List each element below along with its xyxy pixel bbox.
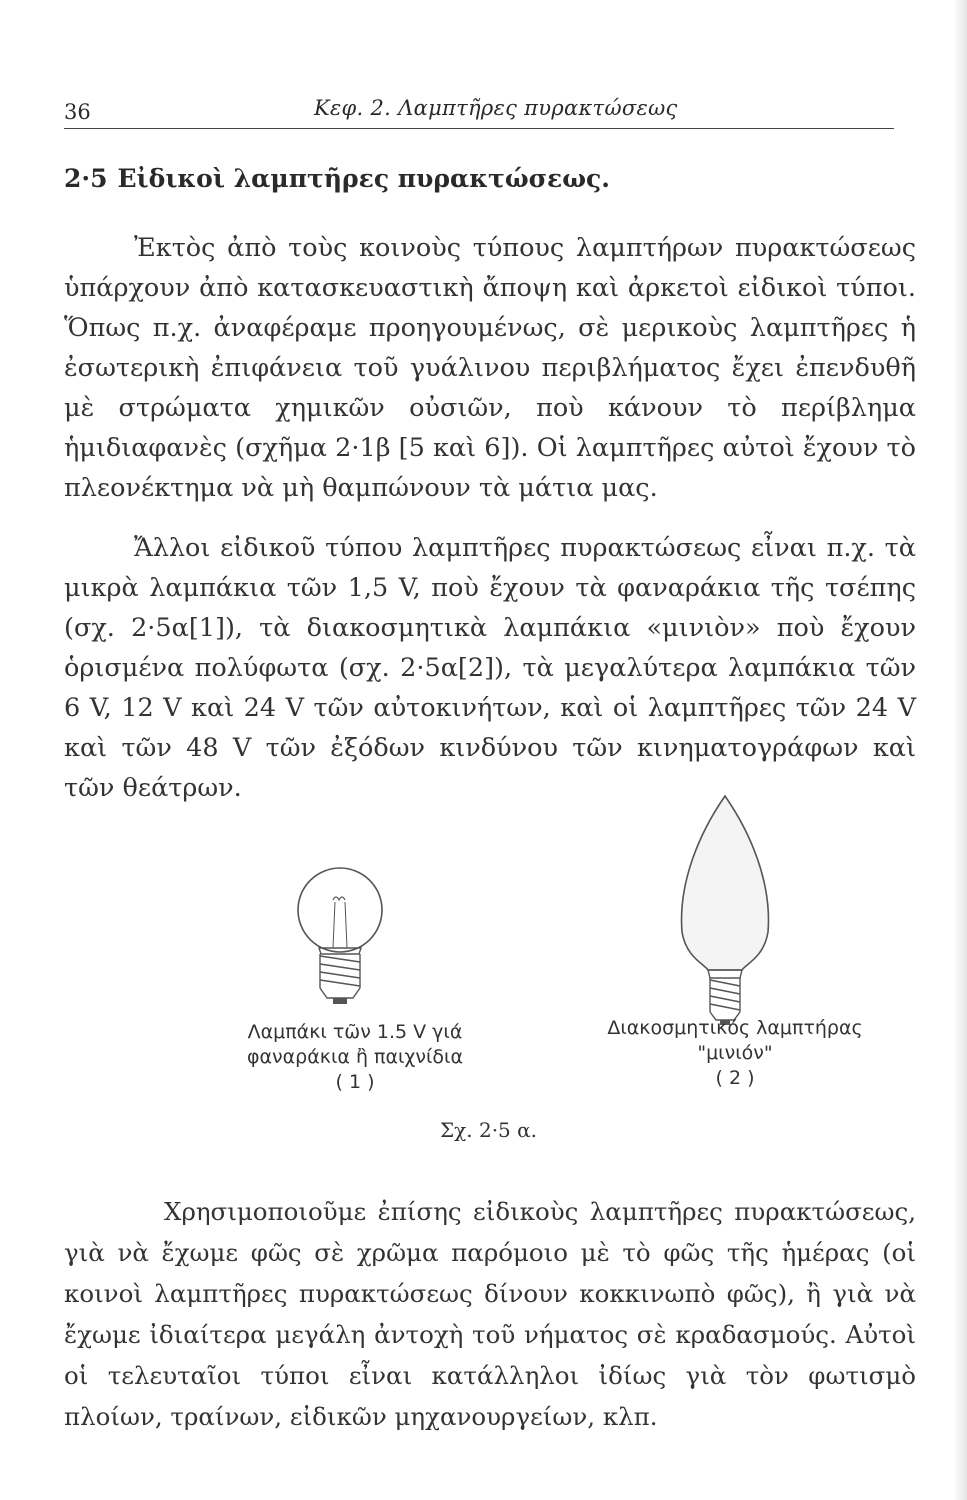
caption-1-line-2: φαναράκια ἢ παιχνίδια	[246, 1046, 464, 1068]
page-header	[64, 96, 894, 126]
running-head: Κεφ. 2. Λαμπτῆρες πυρακτώσεως	[314, 96, 678, 120]
figure-label: Σχ. 2·5 α.	[440, 1118, 538, 1142]
section-heading	[64, 164, 610, 193]
paragraph-2: Ἄλλοι εἰδικοῦ τύπου λαμπτῆρες πυρακτώσεως εἶναι π.χ. τὰ μικρὰ λαμπάκια τῶν 1,5 V, ποὺ ἔχουν τὰ φαναράκια τῆς τσέπης (σχ. 2·5α[1]), τὰ διακοσμητικὰ λαμπάκια «μινιὸν» ποὺ ἔχουν ὁρισμένα πολύφωτα (σχ. 2·5α[2]), τὰ μεγαλύτερα λαμπάκια τῶν 6 V, 12 V καὶ 24 V τῶν αὐτοκινήτων, καὶ οἱ λαμπτῆρες τῶν 24 V καὶ τῶν 48 V τῶν ἐξόδων κινδύνου τῶν κινηματογράφων καὶ τῶν θεάτρων.	[64, 532, 916, 803]
miniature-bulb-icon	[285, 862, 395, 1012]
caption-1-number: ( 1 )	[335, 1071, 375, 1093]
caption-2-line-2: "μινιόν"	[697, 1042, 773, 1064]
caption-2-line-1: Διακοσμητικός λαμπτήρας	[607, 1017, 863, 1039]
caption-1-line-1: Λαμπάκι τῶν 1.5 V γιά	[247, 1021, 463, 1043]
candle-bulb-icon	[660, 792, 790, 1027]
caption-2-number: ( 2 )	[715, 1067, 755, 1089]
section-number: 2·5	[64, 164, 108, 193]
header-rule	[64, 128, 894, 129]
page-edge-shadow	[953, 0, 967, 1500]
figure-caption-1	[205, 1020, 505, 1095]
page-number: 36	[64, 100, 91, 124]
section-title: Εἰδικοὶ λαμπτῆρες πυρακτώσεως.	[117, 164, 610, 193]
figure-2-5a	[0, 780, 967, 1140]
paragraph-1: Ἐκτὸς ἀπὸ τοὺς κοινοὺς τύπους λαμπτήρων πυρακτώσεως ὑπάρχουν ἀπὸ κατασκευαστικὴ ἄποψη καὶ ἀρκετοὶ εἰδικοὶ τύποι. Ὅπως π.χ. ἀναφέραμε προηγουμένως, σὲ μερικοὺς λαμπτῆρες ἡ ἐσωτερικὴ ἐπιφάνεια τοῦ γυάλινου περιβλήματος ἔχει ἐπενδυθῆ μὲ στρώματα χημικῶν οὐσιῶν, ποὺ κάνουν τὸ περίβλημα ἡμιδιαφανὲς (σχῆμα 2·1β [5 καὶ 6]). Οἱ λαμπτῆρες αὐτοὶ ἔχουν τὸ πλεονέκτημα νὰ μὴ θαμπώνουν τὰ μάτια μας.	[64, 232, 916, 503]
paragraph-3: Χρησιμοποιοῦμε ἐπίσης εἰδικοὺς λαμπτῆρες πυρακτώσεως, γιὰ νὰ ἔχωμε φῶς σὲ χρῶμα παρόμοιο μὲ τὸ φῶς τῆς ἡμέρας (οἱ κοινοὶ λαμπτῆρες πυρακτώσεως δίνουν κοκκινωπὸ φῶς), ἢ γιὰ νὰ ἔχωμε ἰδιαίτερα μεγάλη ἀντοχὴ τοῦ νήματος σὲ κραδασμούς. Αὐτοὶ οἱ τελευταῖοι τύποι εἶναι κατάλληλοι ἰδίως γιὰ τὸν φωτισμὸ πλοίων, τραίνων, εἰδικῶν μηχανουργείων, κλπ.	[64, 1196, 916, 1431]
figure-caption-2	[580, 1016, 890, 1091]
